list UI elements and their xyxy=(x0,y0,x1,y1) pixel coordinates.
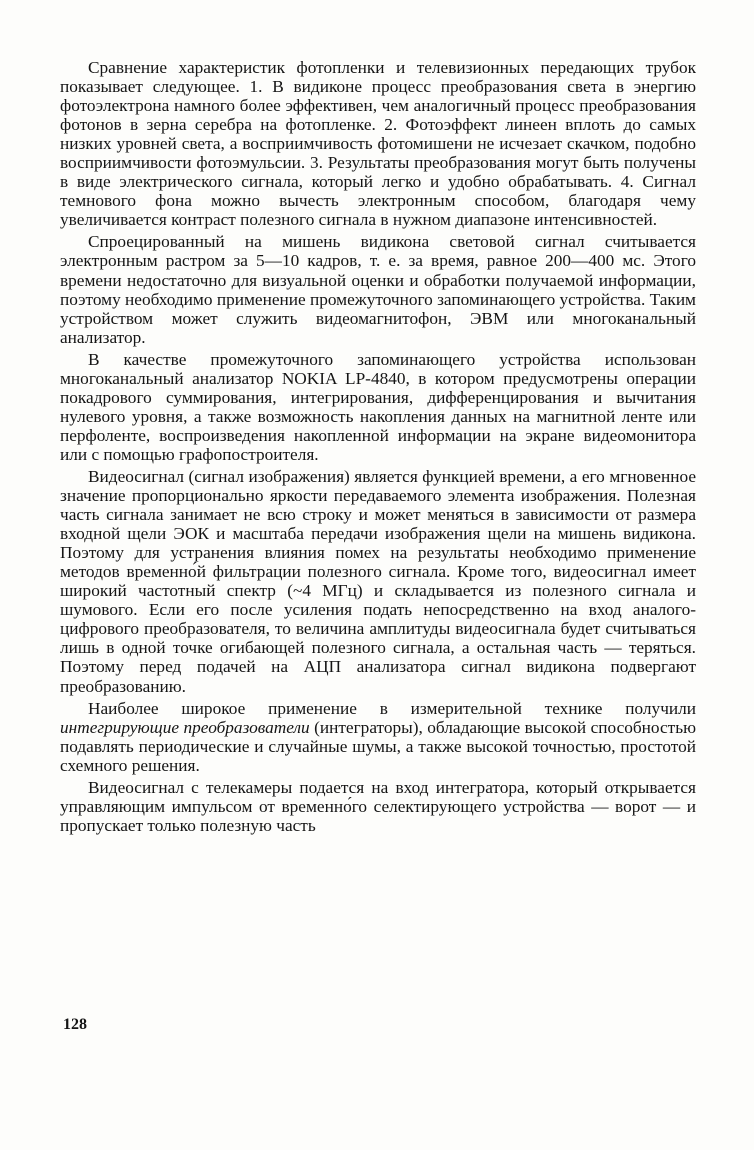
paragraph-integrators xyxy=(60,699,696,775)
integrators-text-before: Наиболее широкое применение в измерительной технике получили xyxy=(88,698,696,718)
paragraph-readout-time: Спроецированный на мишень видикона световой сигнал считывается электронным растром за 5—10 кадров, т. е. за время, равное 200—400 мс. Этого времени недостаточно для визуальной оценки и обработки получаемой информации, поэтому необходимо применение промежуточного запоминающего устройства. Таким устройством может служить видеомагнитофон, ЭВМ или многоканальный анализатор. xyxy=(60,232,696,347)
integrators-text-after: (интеграторы), обладающие высокой способностью подавлять периодические и случайные шумы, а также высокой точностью, простотой схемного решения. xyxy=(60,717,697,775)
paragraph-integrator-input: Видеосигнал с телекамеры подается на вход интегратора, который открывается управляющим импульсом от временно́го селектирующего устройства — ворот — и пропускает только полезную часть xyxy=(60,777,696,835)
paragraph-film-vs-tube: Сравнение характеристик фотопленки и телевизионных передающих трубок показывает следующее. 1. В видиконе процесс преобразования света в энергию фотоэлектрона намного более эффективен, чем аналогичный процесс преобразования фотонов в зерна серебра на фотопленке. 2. Фотоэффект линеен вплоть до самых низких уровней света, а восприимчивость фотомишени не исчезает скачком, подобно восприимчивости фотоэмульсии. 3. Результаты преобразования могут быть получены в виде электрического сигнала, который легко и удобно обрабатывать. 4. Сигнал темнового фона можно вычесть электронным способом, благодаря чему увеличивается контраст полезного сигнала в нужном диапазоне интенсивностей. xyxy=(60,58,696,230)
page-number: 128 xyxy=(63,1016,87,1033)
body-text xyxy=(60,58,696,835)
paragraph-analyzer: В качестве промежуточного запоминающего устройства использован многоканальный анализатор NOKIA LP-4840, в котором предусмотрены операции покадрового суммирования, интегрирования, дифференцирования и вычитания нулевого уровня, а также возможность накопления данных на магнитной ленте или перфоленте, воспроизведения накопленной информации на экране видеомонитора или с помощью графопостроителя. xyxy=(60,349,696,464)
paragraph-video-signal: Видеосигнал (сигнал изображения) является функцией времени, а его мгновенное значение пропорционально яркости передаваемого элемента изображения. Полезная часть сигнала занимает не всю строку и может меняться в зависимости от размера входной щели ЭОК и масштаба передачи изображения щели на мишень видикона. Поэтому для устранения влияния помех на результаты необходимо применение методов временно́й фильтрации полезного сигнала. Кроме того, видеосигнал имеет широкий частотный спектр (~4 МГц) и складывается из полезного сигнала и шумового. Если его после усиления подать непосредственно на вход аналого-цифрового преобразователя, то величина амплитуды видеосигнала будет считываться лишь в одной точке огибающей полезного сигнала, а остальная часть — теряться. Поэтому перед подачей на АЦП анализатора сигнал видикона подвергают преобразованию. xyxy=(60,466,696,696)
integrators-emphasis: интегрирующие преобразователи xyxy=(60,717,310,737)
